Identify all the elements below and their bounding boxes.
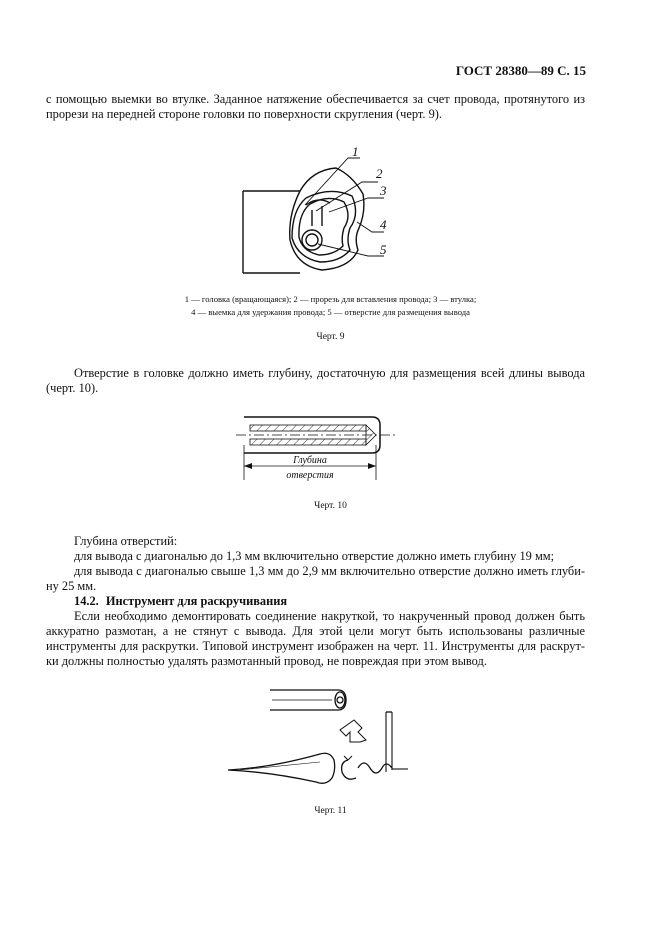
paragraph-line: Отверстие в головке должно иметь глубину, достаточную для размещения всей длины вывода xyxy=(74,366,585,380)
paragraph-line: с помощью выемки во втулке. Заданное натяжение обеспечивается за счет провода, протянутого из xyxy=(46,92,585,106)
figure-9-caption-line: 1 — головка (вращающаяся); 2 — прорезь для вставления провода; 3 — втулка; xyxy=(184,294,477,304)
figure-9-label: Черт. 9 xyxy=(316,332,345,342)
callout-3: 3 xyxy=(380,183,387,198)
figure-11-drawing xyxy=(220,680,420,790)
depth-title: Глубина отверстий: xyxy=(74,534,178,548)
paragraph-line: прорези на передней стороне головки по поверхности скругления (черт. 9). xyxy=(46,107,443,121)
paragraph-line: Если необходимо демонтировать соединение накруткой, то накрученный провод должен быть xyxy=(74,609,585,623)
figure-9-drawing xyxy=(230,140,420,290)
figure-10-label: Черт. 10 xyxy=(314,501,347,511)
section-heading xyxy=(74,594,287,609)
figure-11-label: Черт. 11 xyxy=(314,806,347,816)
depth-item-line: ну 25 мм. xyxy=(46,579,97,593)
paragraph-line: аккуратно размотан, а не стянут с вывода. Для этой цели могут быть использованы различные xyxy=(46,624,585,638)
depth-item-line: для вывода с диагональю свыше 1,3 мм до 2,9 мм включительно отверстие должно иметь глуби- xyxy=(74,564,585,578)
page-header: ГОСТ 28380—89 С. 15 xyxy=(455,63,586,78)
dimension-label-line1: Глубина xyxy=(293,455,327,466)
depth-item-line: для вывода с диагональю до 1,3 мм включительно отверстие должно иметь глубину 19 мм; xyxy=(74,549,555,563)
callout-4: 4 xyxy=(380,217,387,232)
paragraph-line: (черт. 10). xyxy=(46,381,99,395)
callout-1: 1 xyxy=(352,144,359,159)
callout-5: 5 xyxy=(380,242,387,257)
dimension-label-line2: отверстия xyxy=(286,470,334,481)
figure-10-drawing xyxy=(230,410,410,490)
section-title: Инструмент для раскручивания xyxy=(105,594,288,608)
section-number: 14.2. xyxy=(74,594,99,608)
paragraph-line: инструменты для раскрутки. Типовой инструмент изображен на черт. 11. Инструменты для раскрут- xyxy=(46,639,585,653)
paragraph-line: ки должны полностью удалять размотанный провод, не повреждая при этом вывод. xyxy=(46,654,487,668)
callout-2: 2 xyxy=(376,166,383,181)
figure-9-caption-line: 4 — выемка для удержания провода; 5 — отверстие для размещения вывода xyxy=(191,307,470,317)
